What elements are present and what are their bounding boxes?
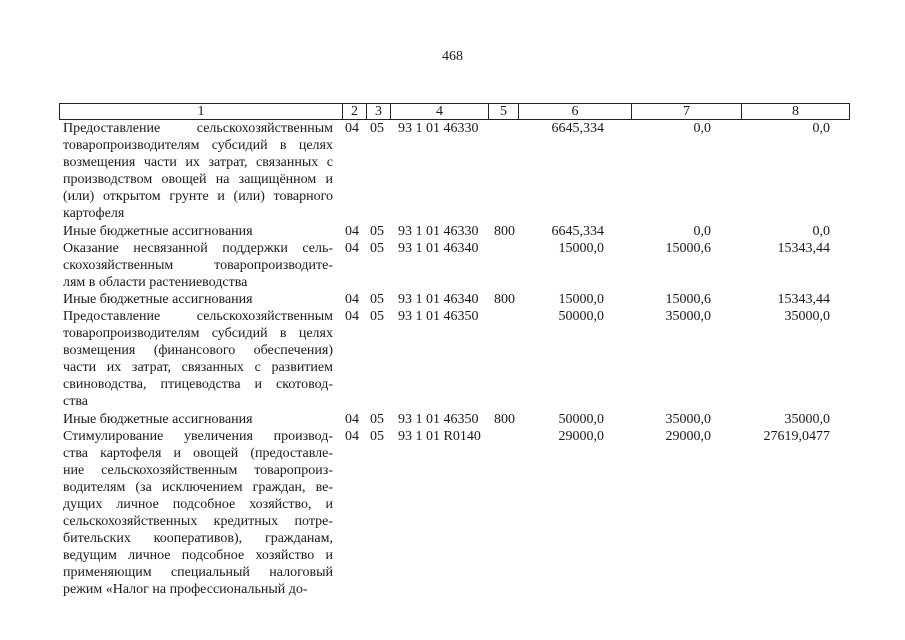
description-line: дущих личное подсобное хозяйство, и [63, 497, 333, 512]
row-subsection: 05 [370, 292, 384, 307]
table-row [0, 308, 905, 410]
description-line: (или) открытом грунте и (или) товарного [63, 189, 333, 204]
description-line: лям в области растениеводства [63, 275, 248, 290]
description-line: ведущим личное подсобное хозяйство и [63, 548, 333, 563]
description-line: свиноводства, птицеводства и скотовод- [63, 377, 333, 392]
description-line: Предоставление сельскохозяйственным [63, 121, 333, 136]
row-description [63, 120, 333, 222]
table-row [0, 411, 905, 428]
description-line: Предоставление сельскохозяйственным [63, 309, 333, 324]
row-section: 04 [345, 241, 359, 256]
row-subsection: 05 [370, 241, 384, 256]
row-value-col8: 15343,44 [777, 292, 830, 307]
row-expense-type: 800 [494, 292, 515, 307]
row-value-col7: 35000,0 [665, 412, 711, 427]
row-value-col7: 15000,6 [665, 241, 711, 256]
row-expense-type: 800 [494, 412, 515, 427]
row-target-article: 93 1 01 46330 [398, 121, 479, 136]
row-value-col6: 6645,334 [551, 224, 604, 239]
row-value-col8: 0,0 [812, 224, 830, 239]
row-value-col6: 29000,0 [558, 429, 604, 444]
description-line: товаропроизводителям субсидий в целях [63, 138, 333, 153]
row-value-col8: 35000,0 [784, 309, 830, 324]
row-value-col8: 35000,0 [784, 412, 830, 427]
header-col-6: 6 [518, 104, 631, 119]
row-value-col7: 29000,0 [665, 429, 711, 444]
header-col-2: 2 [342, 104, 366, 119]
row-target-article: 93 1 01 46340 [398, 241, 479, 256]
header-col-3: 3 [366, 104, 390, 119]
row-description [63, 223, 333, 240]
description-line: бительских кооперативов), гражданам, [63, 531, 333, 546]
description-line: Иные бюджетные ассигнования [63, 224, 253, 239]
table-row [0, 120, 905, 222]
description-line: части их затрат, связанных с развитием [63, 360, 333, 375]
description-line: Иные бюджетные ассигнования [63, 412, 253, 427]
header-col-1: 1 [197, 104, 205, 119]
description-line: ние сельскохозяйственным товаропроиз- [63, 463, 333, 478]
row-section: 04 [345, 412, 359, 427]
header-col-8: 8 [741, 104, 849, 119]
row-value-col8: 0,0 [812, 121, 830, 136]
description-line: применяющим специальный налоговый [63, 565, 333, 580]
row-value-col6: 6645,334 [551, 121, 604, 136]
row-target-article: 93 1 01 46350 [398, 309, 479, 324]
row-subsection: 05 [370, 309, 384, 324]
table-row [0, 240, 905, 291]
row-target-article: 93 1 01 46350 [398, 412, 479, 427]
row-value-col7: 15000,6 [665, 292, 711, 307]
row-subsection: 05 [370, 121, 384, 136]
header-col-5: 5 [488, 104, 518, 119]
row-value-col6: 50000,0 [558, 309, 604, 324]
description-line: производством овощей на защищённом и [63, 172, 333, 187]
table-row [0, 428, 905, 598]
description-line: водителям (за исключением граждан, ве- [63, 480, 333, 495]
table-row [0, 223, 905, 240]
table-header [59, 103, 850, 120]
row-description [63, 411, 333, 428]
row-section: 04 [345, 309, 359, 324]
description-line: Стимулирование увеличения производ- [63, 429, 333, 444]
row-value-col8: 27619,0477 [763, 429, 830, 444]
row-description [63, 428, 333, 598]
page-number: 468 [442, 49, 463, 64]
description-line: Иные бюджетные ассигнования [63, 292, 253, 307]
row-value-col7: 0,0 [693, 224, 711, 239]
row-description [63, 291, 333, 308]
row-target-article: 93 1 01 R0140 [398, 429, 481, 444]
row-section: 04 [345, 224, 359, 239]
description-line: товаропроизводителям субсидий в целях [63, 326, 333, 341]
description-line: возмещения части их затрат, связанных с [63, 155, 333, 170]
row-section: 04 [345, 429, 359, 444]
row-expense-type: 800 [494, 224, 515, 239]
row-subsection: 05 [370, 429, 384, 444]
row-target-article: 93 1 01 46340 [398, 292, 479, 307]
row-subsection: 05 [370, 224, 384, 239]
row-value-col8: 15343,44 [777, 241, 830, 256]
row-value-col6: 15000,0 [558, 292, 604, 307]
row-description [63, 240, 333, 291]
description-line: ства [63, 394, 88, 409]
row-description [63, 308, 333, 410]
description-line: Оказание несвязанной поддержки сель- [63, 241, 333, 256]
description-line: картофеля [63, 206, 125, 221]
description-line: сельскохозяйственных кредитных потре- [63, 514, 333, 529]
header-col-4: 4 [390, 104, 488, 119]
row-value-col7: 35000,0 [665, 309, 711, 324]
row-target-article: 93 1 01 46330 [398, 224, 479, 239]
description-line: режим «Налог на профессиональный до- [63, 582, 308, 597]
row-section: 04 [345, 121, 359, 136]
header-col-7: 7 [631, 104, 741, 119]
row-value-col6: 50000,0 [558, 412, 604, 427]
description-line: возмещения (финансового обеспечения) [63, 343, 333, 358]
description-line: ства картофеля и овощей (предоставле- [63, 446, 333, 461]
row-subsection: 05 [370, 412, 384, 427]
row-value-col7: 0,0 [693, 121, 711, 136]
row-section: 04 [345, 292, 359, 307]
row-value-col6: 15000,0 [558, 241, 604, 256]
table-row [0, 291, 905, 308]
description-line: скохозяйственным товаропроизводите- [63, 258, 333, 273]
